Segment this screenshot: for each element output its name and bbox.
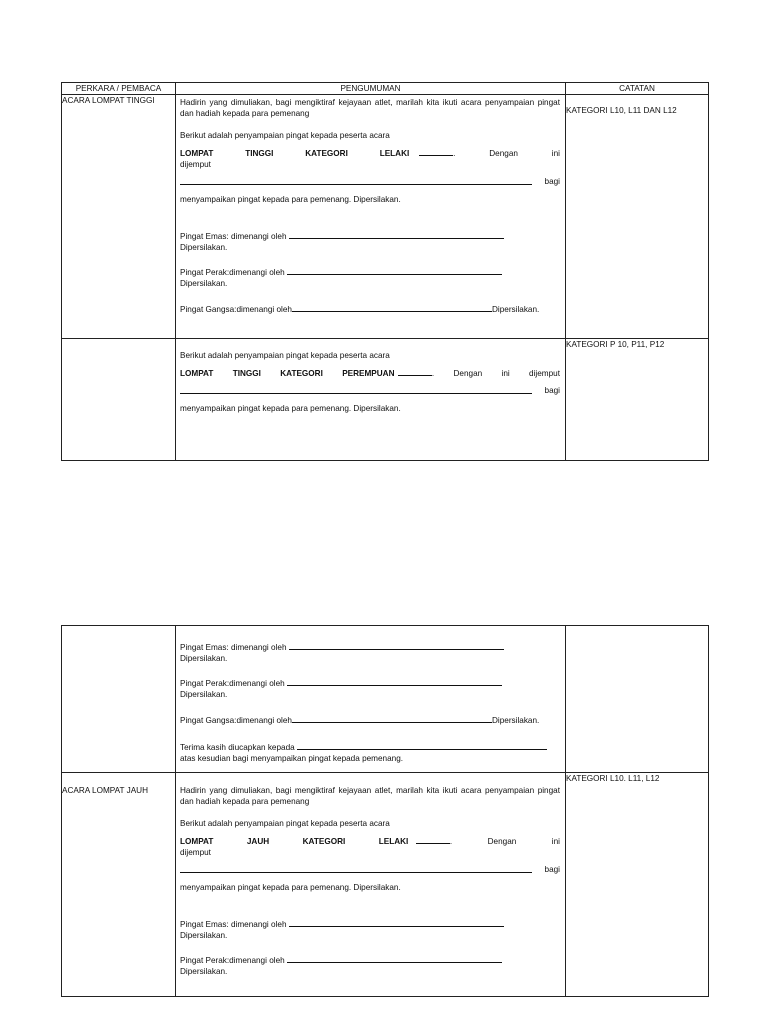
atas-text: atas kesudian bagi menyampaikan pingat kepada pemenang. (180, 754, 404, 763)
bagi-text: bagi (544, 177, 560, 186)
blank-line (416, 835, 450, 844)
intro-text: Hadirin yang dimuliakan, bagi mengiktiraf kejayaan atlet, marilah kita ikuti acara penyampaian pingat dan hadiah kepada para pemenang (180, 786, 560, 806)
table-row (62, 95, 709, 339)
blank-line (180, 864, 532, 873)
thanks-line: Terima kasih diucapkan kepada (180, 741, 560, 753)
note-cell (566, 626, 709, 773)
bagi-text: bagi (544, 386, 560, 395)
blank-line (289, 918, 504, 927)
table-row (62, 626, 709, 773)
announcement-table-2 (61, 625, 709, 997)
dipersilakan-text: Dipersilakan. (180, 931, 228, 940)
medal-gold-line: Pingat Emas: dimenangi oleh (180, 641, 560, 653)
event-title: LOMPAT JAUH KATEGORI LELAKI (180, 837, 409, 846)
invite-blank-line (180, 176, 560, 187)
event-line (180, 835, 560, 858)
note-cell (566, 773, 709, 997)
medal-bronze-line: Pingat Gangsa:dimenangi oleh Dipersilakan. (180, 305, 540, 314)
announcement-cell (176, 626, 566, 773)
blank-line (398, 367, 432, 376)
menyampaikan-text: menyampaikan pingat kepada para pemenang. Dipersilakan. (180, 883, 401, 892)
event-title: LOMPAT TINGGI KATEGORI PEREMPUAN (180, 369, 395, 378)
berikut-text: Berikut adalah penyampaian pingat kepada peserta acara (180, 351, 390, 360)
blank-line (292, 714, 492, 723)
table-header-row (62, 83, 709, 95)
invite-blank-line (180, 385, 560, 396)
table-row (62, 339, 709, 461)
blank-line (287, 266, 502, 275)
menyampaikan-text: menyampaikan pingat kepada para pemenang. Dipersilakan. (180, 195, 401, 204)
dipersilakan-text: Dipersilakan. (180, 690, 228, 699)
table-row (62, 773, 709, 997)
medal-bronze-line: Pingat Gangsa:dimenangi oleh Dipersilakan. (180, 716, 540, 725)
dengan-text: . Dengan ini dijemput (431, 369, 561, 378)
medal-silver-line: Pingat Perak:dimenangi oleh (180, 266, 560, 278)
medal-silver-line: Pingat Perak:dimenangi oleh (180, 954, 560, 966)
header-catatan: CATATAN (566, 83, 709, 95)
invite-blank-line (180, 864, 560, 875)
dengan-text: . Dengan ini dijemput (180, 149, 560, 169)
note-cell (566, 339, 709, 461)
blank-line (180, 385, 532, 394)
berikut-text: Berikut adalah penyampaian pingat kepada peserta acara (180, 131, 390, 140)
row-label (62, 626, 176, 773)
bagi-text: bagi (544, 865, 560, 874)
dipersilakan-text: Dipersilakan. (180, 967, 228, 976)
blank-line (292, 303, 492, 312)
dipersilakan-text: Dipersilakan. (180, 243, 228, 252)
announcement-cell (176, 773, 566, 997)
medal-gold-line: Pingat Emas: dimenangi oleh (180, 230, 560, 242)
blank-line (289, 230, 504, 239)
header-perkara: PERKARA / PEMBACA (62, 83, 176, 95)
blank-line (419, 147, 453, 156)
event-title: LOMPAT TINGGI KATEGORI LELAKI (180, 149, 410, 158)
header-pengumuman: PENGUMUMAN (176, 83, 566, 95)
medal-silver-line: Pingat Perak:dimenangi oleh (180, 677, 560, 689)
blank-line (297, 741, 547, 750)
note-cell (566, 95, 709, 339)
dipersilakan-text: Dipersilakan. (180, 654, 228, 663)
announcement-cell (176, 95, 566, 339)
berikut-text: Berikut adalah penyampaian pingat kepada peserta acara (180, 819, 390, 828)
blank-line (289, 641, 504, 650)
dipersilakan-text: Dipersilakan. (180, 279, 228, 288)
event-line (180, 147, 560, 170)
blank-line (287, 954, 502, 963)
row-label (62, 339, 176, 461)
row-label: ACARA LOMPAT JAUH (62, 773, 176, 997)
event-line (180, 367, 560, 379)
category-note: KATEGORI L10. L11, L12 (566, 774, 660, 783)
intro-text: Hadirin yang dimuliakan, bagi mengiktiraf kejayaan atlet, marilah kita ikuti acara penyampaian pingat dan hadiah kepada para pemenang (180, 98, 560, 118)
dengan-text: . Dengan ini dijemput (180, 837, 560, 857)
blank-line (287, 677, 502, 686)
medal-gold-line: Pingat Emas: dimenangi oleh (180, 918, 560, 930)
row-label: ACARA LOMPAT TINGGI (62, 95, 176, 339)
announcement-table-1 (61, 82, 709, 461)
blank-line (180, 176, 532, 185)
menyampaikan-text: menyampaikan pingat kepada para pemenang. Dipersilakan. (180, 404, 401, 413)
category-note: KATEGORI P 10, P11, P12 (566, 340, 665, 349)
category-note: KATEGORI L10, L11 DAN L12 (566, 106, 677, 115)
announcement-cell (176, 339, 566, 461)
